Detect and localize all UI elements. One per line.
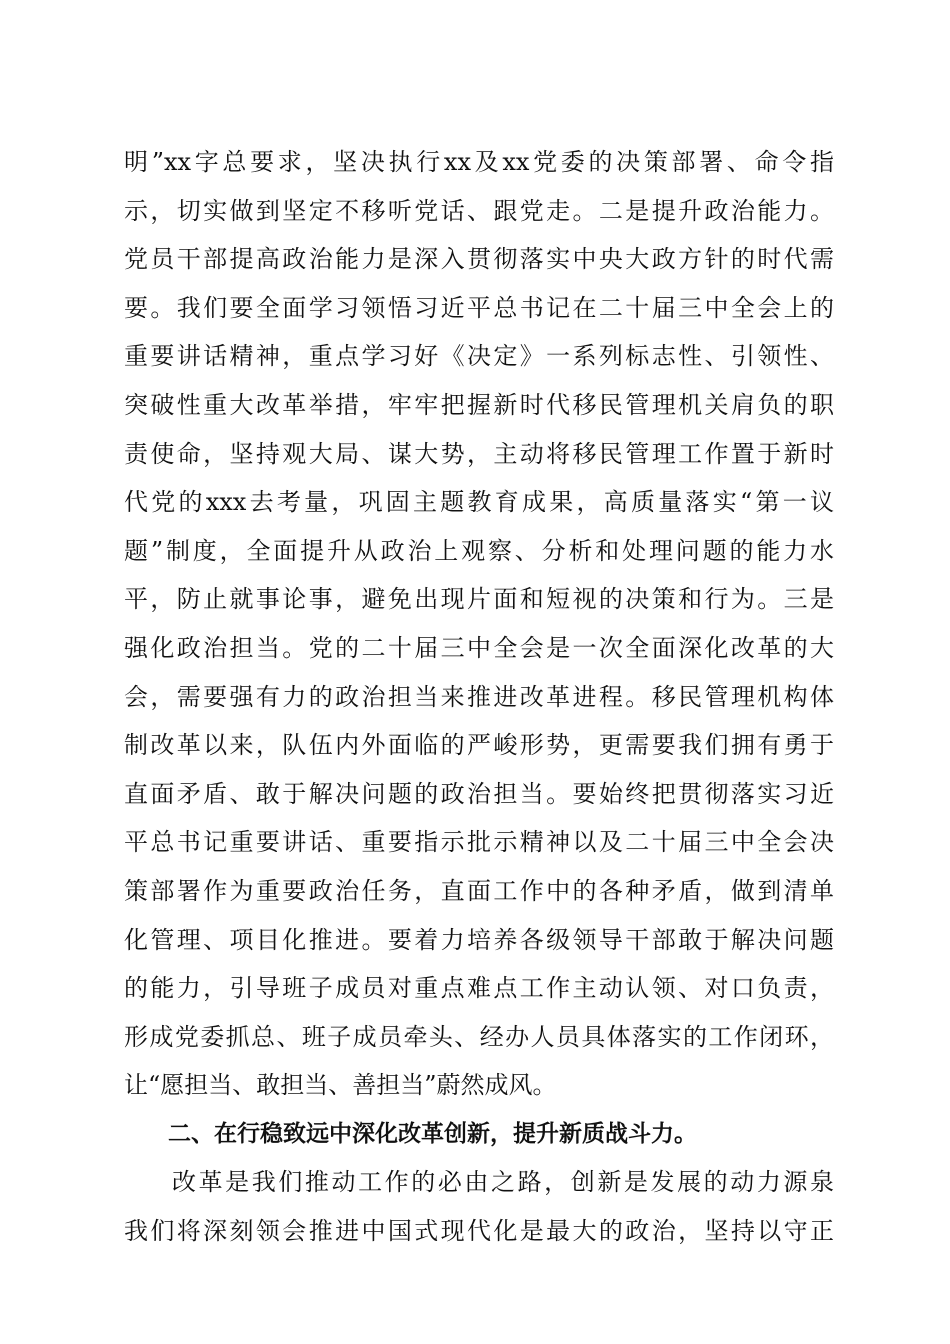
text-line: 形成党委抓总、班子成员牵头、经办人员具体落实的工作闭环， bbox=[124, 1022, 834, 1051]
text-line: 平，防止就事论事，避免出现片面和短视的决策和行为。三是 bbox=[124, 585, 834, 614]
text-line: 重要讲话精神，重点学习好《决定》一系列标志性、引领性、 bbox=[124, 342, 834, 371]
text-line: 党员干部提高政治能力是深入贯彻落实中央大政方针的时代需 bbox=[124, 245, 834, 274]
text-line: 明”xx字总要求，坚决执行xx及xx党委的决策部署、命令指 bbox=[124, 148, 834, 176]
text-line: 制改革以来，队伍内外面临的严峻形势，更需要我们拥有勇于 bbox=[124, 731, 834, 760]
section-heading: 二、在行稳致远中深化改革创新，提升新质战斗力。 bbox=[168, 1120, 697, 1147]
paragraph-1 bbox=[124, 138, 834, 1110]
text-line: 改革是我们推动工作的必由之路，创新是发展的动力源泉 bbox=[172, 1168, 834, 1197]
text-line: 我们将深刻领会推进中国式现代化是最大的政治，坚持以守正 bbox=[124, 1217, 834, 1246]
text-line: 的能力，引导班子成员对重点难点工作主动认领、对口负责， bbox=[124, 974, 834, 1003]
text-line: 责使命，坚持观大局、谋大势，主动将移民管理工作置于新时 bbox=[124, 439, 834, 468]
text-line: 突破性重大改革举措，牢牢把握新时代移民管理机关肩负的职 bbox=[124, 390, 834, 419]
text-line: 会，需要强有力的政治担当来推进改革进程。移民管理机构体 bbox=[124, 682, 834, 711]
paragraph-2 bbox=[124, 1158, 834, 1255]
text-line: 示，切实做到坚定不移听党话、跟党走。二是提升政治能力。 bbox=[124, 196, 834, 225]
text-line: 题”制度，全面提升从政治上观察、分析和处理问题的能力水 bbox=[124, 536, 834, 565]
text-line: 要。我们要全面学习领悟习近平总书记在二十届三中全会上的 bbox=[124, 293, 834, 322]
text-line: 化管理、项目化推进。要着力培养各级领导干部敢于解决问题 bbox=[124, 925, 834, 954]
body-text bbox=[124, 138, 834, 1256]
text-line: 代党的xxx去考量，巩固主题教育成果，高质量落实“第一议 bbox=[124, 488, 834, 517]
text-line: 让“愿担当、敢担当、善担当”蔚然成风。 bbox=[124, 1071, 557, 1100]
text-line: 策部署作为重要政治任务，直面工作中的各种矛盾，做到清单 bbox=[124, 876, 834, 905]
text-line: 直面矛盾、敢于解决问题的政治担当。要始终把贯彻落实习近 bbox=[124, 779, 834, 808]
text-line: 平总书记重要讲话、重要指示批示精神以及二十届三中全会决 bbox=[124, 828, 834, 857]
text-line: 强化政治担当。党的二十届三中全会是一次全面深化改革的大 bbox=[124, 633, 834, 662]
